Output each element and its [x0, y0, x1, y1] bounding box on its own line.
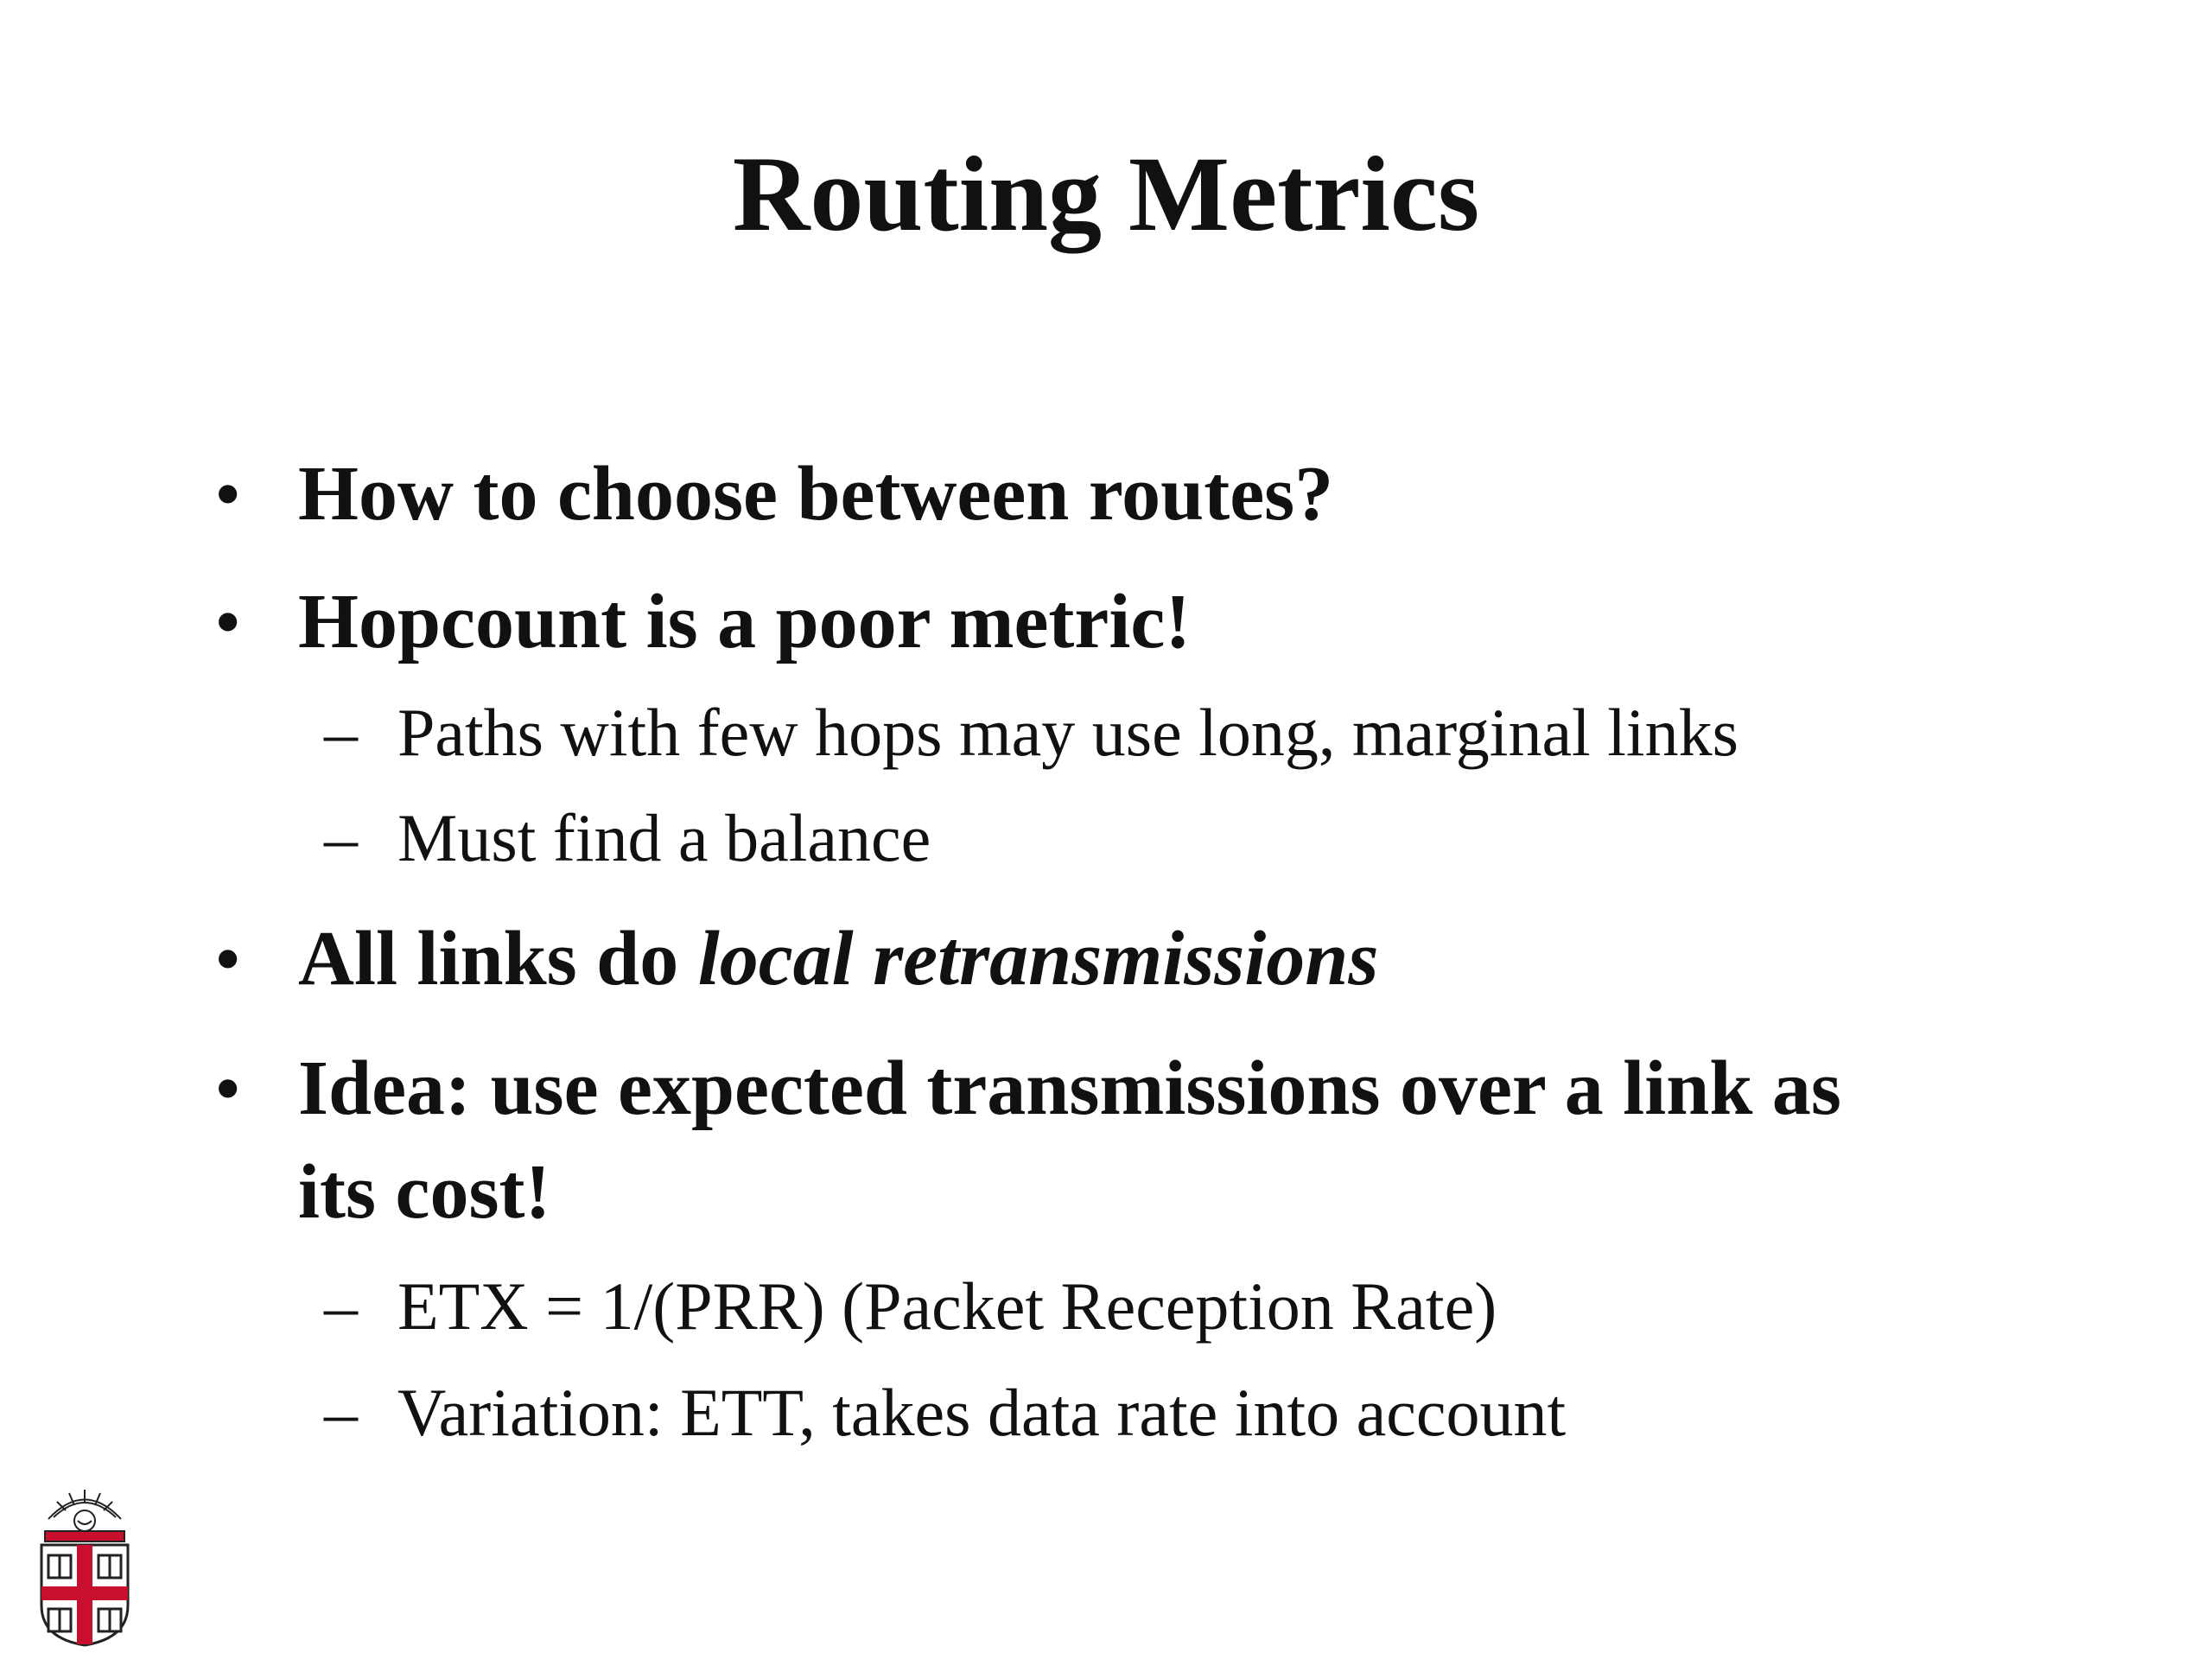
dash-marker: –	[324, 800, 358, 875]
dash-marker: –	[324, 1268, 358, 1344]
bullet-text-line2: its cost!	[298, 1149, 551, 1235]
sub-bullet-item	[324, 1259, 2039, 1354]
bullet-marker: •	[216, 584, 240, 659]
sub-bullet-item	[324, 791, 2039, 886]
sub-bullet-text: Paths with few hops may use long, marginal links	[397, 695, 1738, 770]
dash-marker: –	[324, 695, 358, 770]
sub-bullet-text: Must find a balance	[397, 800, 931, 875]
sun-crest-icon	[48, 1490, 121, 1531]
bullet-item	[216, 570, 2026, 674]
bullet-text: How to choose between routes?	[298, 451, 1334, 537]
sub-bullet-item	[324, 1365, 2039, 1460]
bullet-text-italic: local retransmissions	[697, 916, 1379, 1001]
bullet-item	[216, 907, 2026, 1011]
bullet-text-plain: All links do	[298, 916, 698, 1001]
bullet-item	[216, 442, 2026, 546]
bullet-marker: •	[216, 921, 240, 996]
bullet-marker: •	[216, 1051, 240, 1126]
sub-bullet-item	[324, 685, 2039, 780]
bullet-item	[216, 1037, 2026, 1244]
bullet-text: Hopcount is a poor metric!	[298, 579, 1192, 664]
bullet-text-line1: Idea: use expected transmissions over a link as	[298, 1046, 1841, 1131]
sub-bullet-text: Variation: ETT, takes data rate into account	[397, 1375, 1567, 1450]
sub-bullet-text: ETX = 1/(PRR) (Packet Reception Rate)	[397, 1268, 1497, 1344]
slide-title: Routing Metrics	[732, 135, 1480, 253]
dash-marker: –	[324, 1375, 358, 1450]
university-shield-logo-icon	[33, 1484, 137, 1649]
bullet-marker: •	[216, 456, 240, 531]
